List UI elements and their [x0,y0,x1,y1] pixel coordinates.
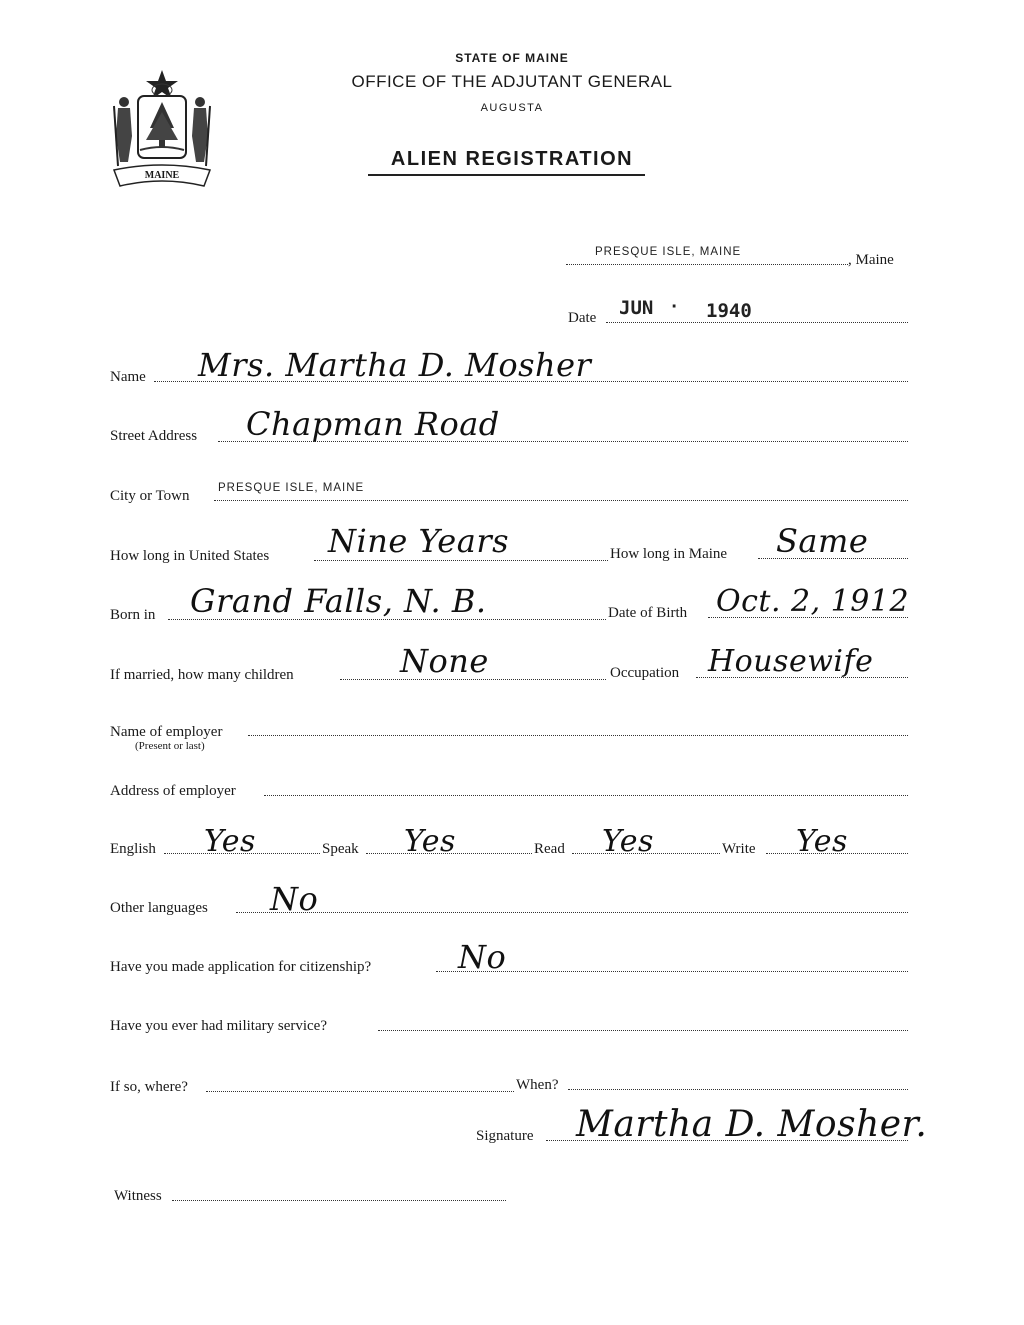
employer-line[interactable] [248,735,908,736]
children-label: If married, how many children [110,667,294,683]
occupation-label: Occupation [610,665,680,681]
city-label: City or Town [110,488,190,504]
place-suffix: , Maine [848,252,894,268]
how-long-maine-value: Same [776,522,869,560]
date-stamp-month: JUN [619,297,654,319]
citizenship-value: No [458,938,507,976]
citizenship-line[interactable] [436,971,908,972]
military-line[interactable] [378,1030,908,1031]
place-line [566,264,848,265]
english-label: English [110,841,156,857]
date-of-birth-value: Oct. 2, 1912 [716,584,910,619]
employer-sublabel: (Present or last) [135,740,205,752]
other-languages-value: No [270,880,319,918]
date-stamp-dash: · [669,297,680,317]
witness-line[interactable] [172,1200,506,1201]
when-label: When? [516,1077,559,1093]
speak-value: Yes [404,824,456,859]
date-stamp-year: 1940 [706,300,752,322]
children-value: None [400,642,489,680]
other-languages-line[interactable] [236,912,908,913]
date-of-birth-label: Date of Birth [608,605,688,621]
date-label: Date [568,310,597,326]
read-value: Yes [602,824,654,859]
signature-label: Signature [476,1128,534,1144]
name-value: Mrs. Martha D. Mosher [198,346,592,384]
occupation-value: Housewife [708,644,874,679]
write-value: Yes [796,824,848,859]
when-line[interactable] [568,1089,908,1090]
other-languages-label: Other languages [110,900,208,916]
state-heading: STATE OF MAINE [455,51,569,65]
where-line[interactable] [206,1091,514,1092]
military-label: Have you ever had military service? [110,1018,327,1034]
write-label: Write [722,841,756,857]
employer-label: Name of employer [110,724,223,740]
signature-value: Martha D. Mosher. [576,1104,928,1145]
employer-address-line[interactable] [264,795,908,796]
city-line[interactable] [214,500,908,501]
city-value: PRESQUE ISLE, MAINE [218,482,365,494]
name-label: Name [110,369,146,385]
read-label: Read [534,841,565,857]
date-line[interactable] [606,322,908,323]
how-long-us-line[interactable] [314,560,608,561]
city-heading: AUGUSTA [480,102,544,114]
born-in-value: Grand Falls, N. B. [190,582,487,620]
how-long-us-value: Nine Years [328,522,510,560]
citizenship-label: Have you made application for citizenship? [110,959,372,975]
street-value: Chapman Road [246,405,500,443]
how-long-maine-label: How long in Maine [610,546,728,562]
street-label: Street Address [110,428,198,444]
english-value: Yes [204,824,256,859]
form-title: ALIEN REGISTRATION [390,148,634,170]
employer-address-label: Address of employer [110,783,236,799]
speak-label: Speak [322,841,359,857]
born-in-label: Born in [110,607,156,623]
how-long-us-label: How long in United States [110,548,270,564]
office-heading: OFFICE OF THE ADJUTANT GENERAL [351,72,673,91]
witness-label: Witness [114,1188,162,1204]
seal-banner-text: MAINE [144,170,180,181]
where-label: If so, where? [110,1079,188,1095]
title-underline [368,174,645,176]
place-stamp: PRESQUE ISLE, MAINE [595,246,742,258]
